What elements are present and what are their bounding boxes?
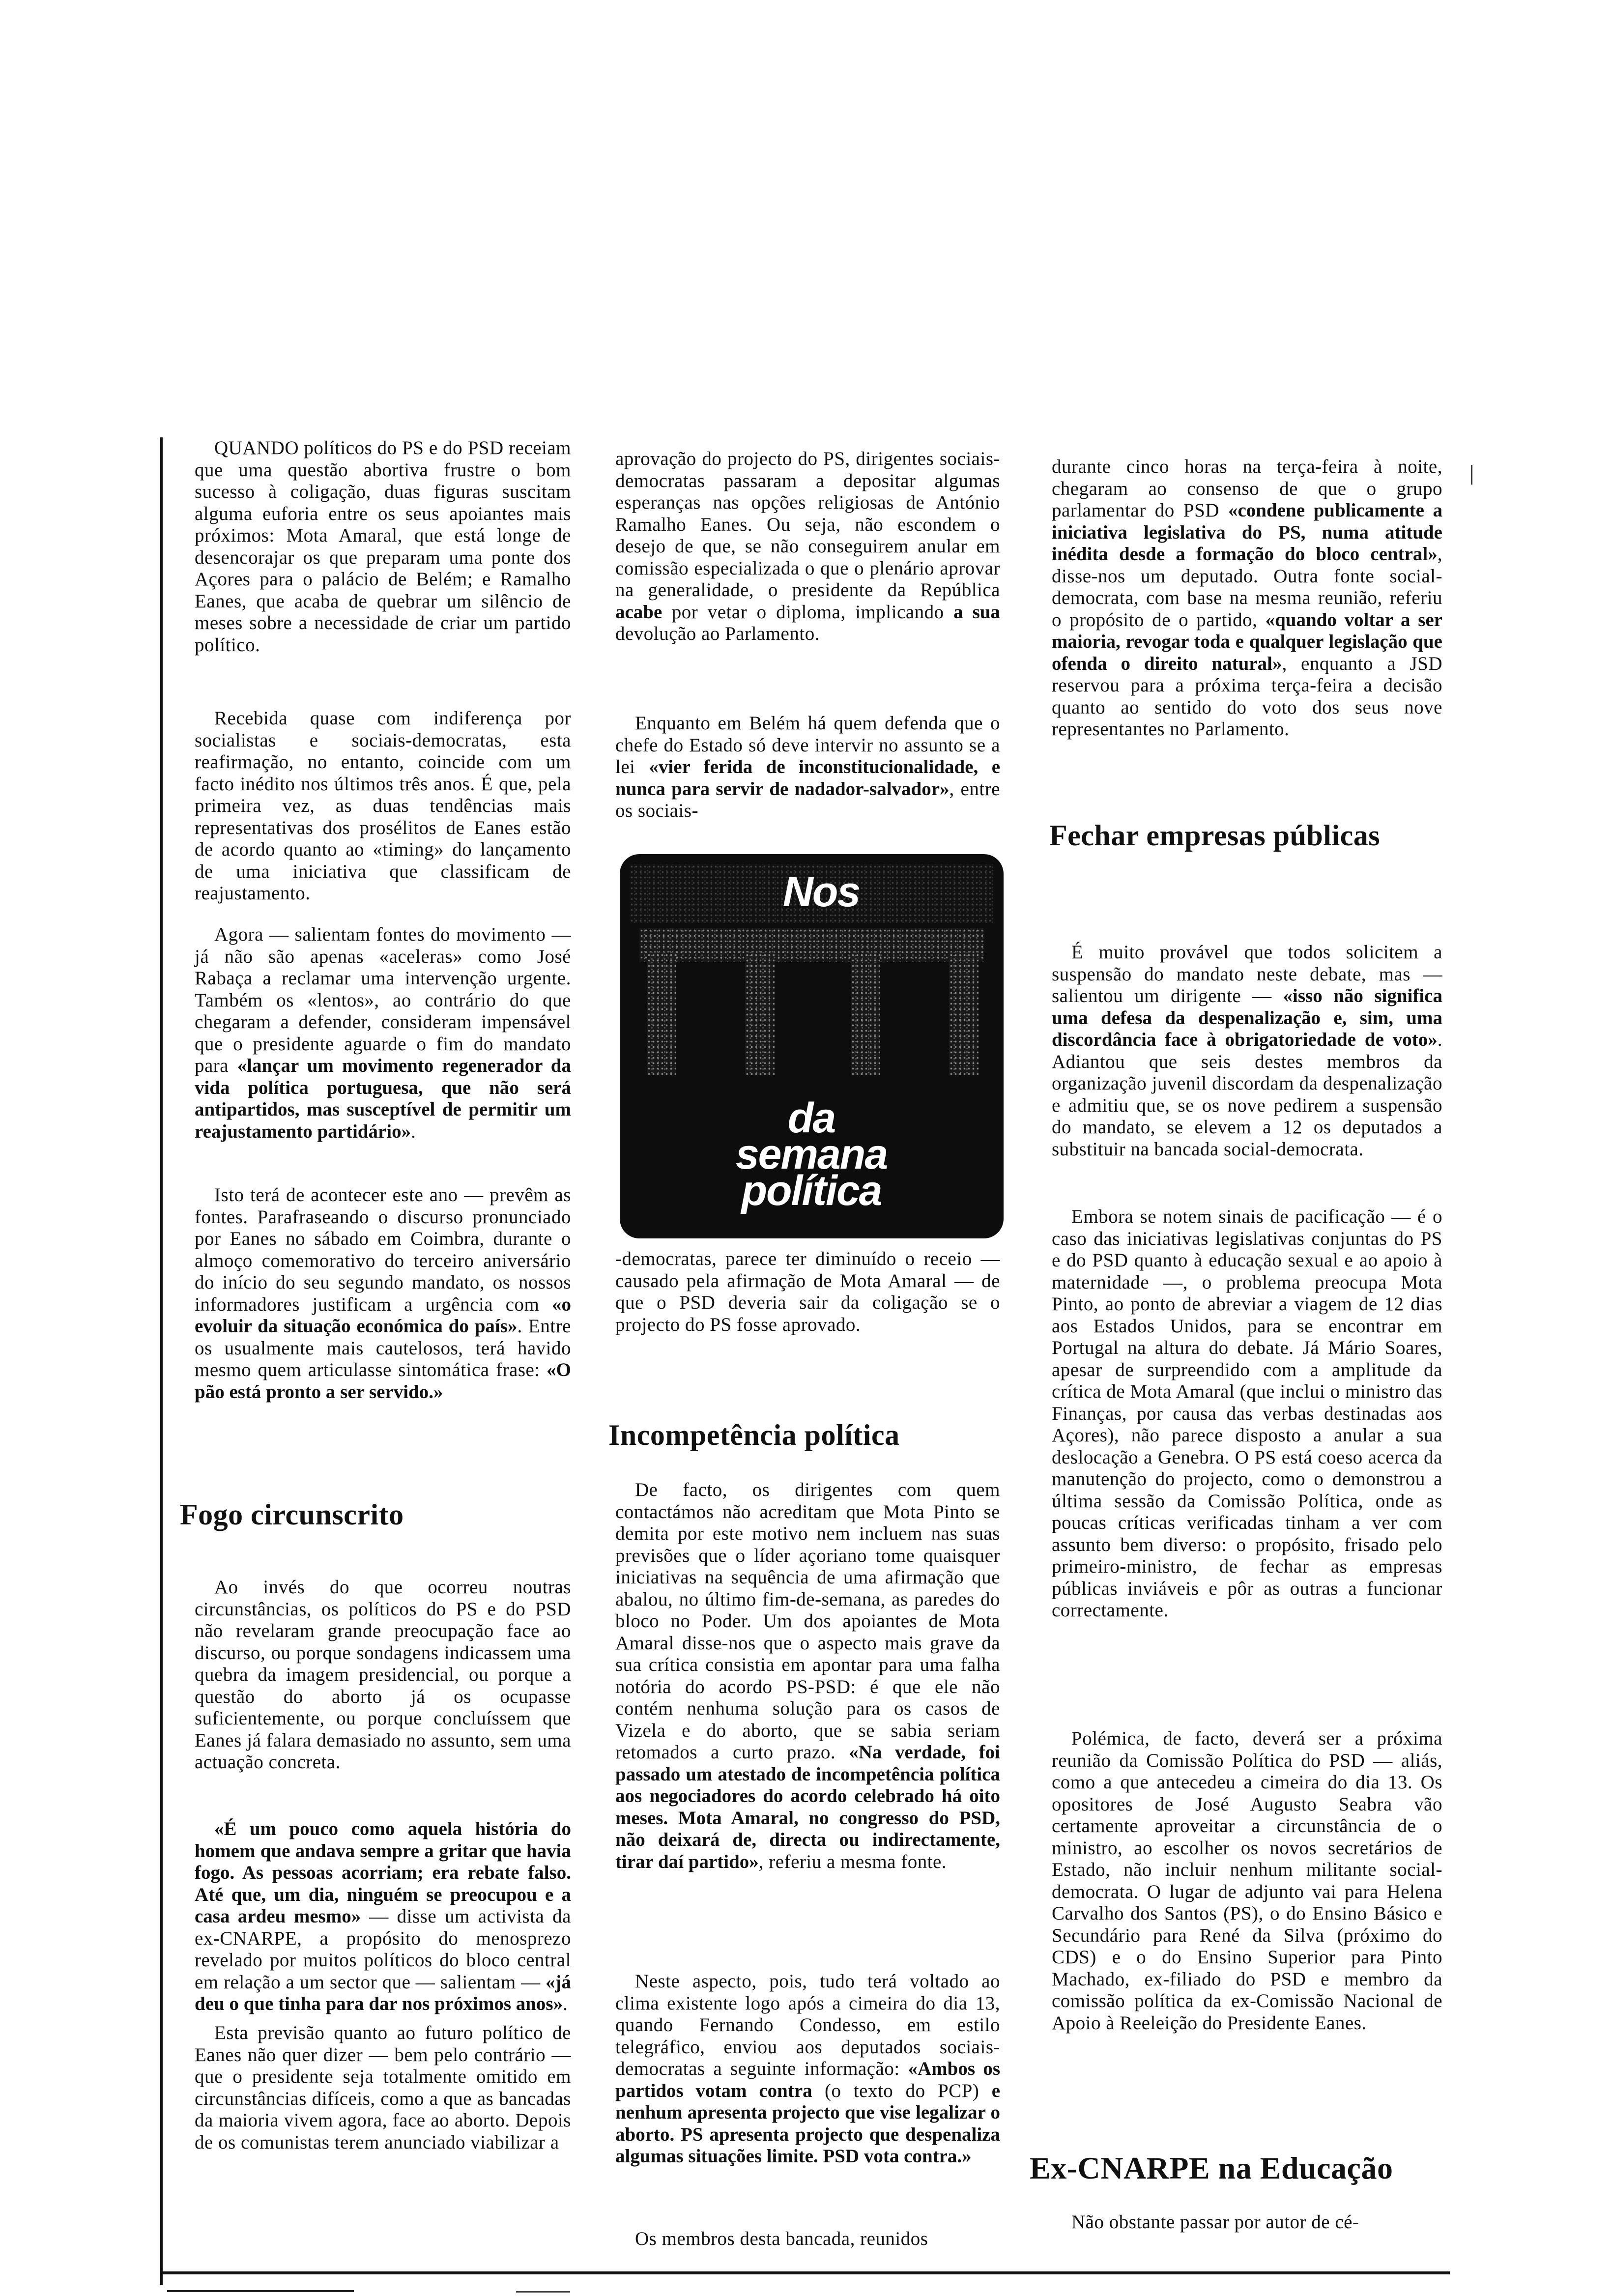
text-run: . Entre os usualmente mais cautelosos, terá havido mesmo quem articulasse sintomática frase: <box>195 1316 571 1380</box>
page-bottom-rule-fragment <box>516 2291 570 2293</box>
text-run: Agora — salientam fontes do movimento — já não são apenas «aceleras» como José Rabaça a reclamar uma intervenção urgente. Também os «lentos», ao contrário do que chegaram a defender, consideram impensável que o presidente aguarde o fim do mandato para <box>195 924 571 1076</box>
graphic-pillar <box>745 952 775 1075</box>
text-run: É muito provável que todos solicitem a suspensão do mandato neste debate, mas — salientou um dirigente — <box>1052 942 1442 1006</box>
section-heading-fogo-circunscrito: Fogo circunscrito <box>180 1498 404 1531</box>
text-run: . <box>563 1993 568 2014</box>
emphasized-quote: «Ambos os partidos votam contra <box>615 2058 1001 2101</box>
text-run: , entre os sociais- <box>615 778 1000 821</box>
emphasized-quote: «quando voltar a ser maioria, revogar toda e qualquer legislação que ofenda o direito natural» <box>1052 609 1442 674</box>
text-run: aprovação do projecto do PS, dirigentes sociais-democratas passaram a depositar algumas esperanças nas opções religiosas de António Ramalho Eanes. Ou seja, não escondem o desejo de que, se não conseguirem anular em comissão especializada o que o plenário aprovar na generalidade, o presidente da República <box>615 448 1000 601</box>
paragraph <box>1052 942 1442 1160</box>
text-run: Recebida quase com indiferença por socialistas e sociais-democratas, esta reafirmação, no entanto, coincide com um facto inédito nos últimos três anos. É que, pela primeira vez, as duas tendências mais representativas dos prosélitos de Eanes estão de acordo quanto ao «timing» do lançamento de uma iniciativa que classificam de reajustamento. <box>195 708 571 904</box>
emphasized-quote: «lançar um movimento regenerador da vida política portuguesa, que não será antipartidos, mas susceptível de permitir um reajustamento partidário» <box>195 1055 572 1142</box>
text-run: (o texto do PCP) <box>812 2080 992 2101</box>
emphasized-quote: «isso não significa uma defesa da despenalização e, sim, uma discordância face à obrigatoriedade de voto» <box>1052 985 1442 1050</box>
emphasized-quote: «o evoluir da situação económica do país» <box>195 1293 571 1337</box>
graphic-arch-lintel <box>639 928 983 962</box>
graphic-pillar <box>851 952 880 1075</box>
paragraph <box>1052 456 1442 741</box>
text-run: — disse um activista da ex-CNARPE, a propósito do menosprezo revelado por muitos políticos do bloco central em relação a um sector que — salientam — <box>195 1906 571 1993</box>
text-run: QUANDO políticos do PS e do PSD receiam que uma questão abortiva frustre o bom sucesso à coligação, duas figuras suscitam alguma euforia entre os seus apoiantes mais próximos: Mota Amaral, que está longe de desencorajar os que preparam uma ponte dos Açores para o palácio de Belém; e Ramalho Eanes, que acaba de quebrar um silêncio de meses sobre a necessidade de criar um partido político. <box>195 437 571 656</box>
paragraph <box>1052 1206 1442 1622</box>
section-heading-ex-cnarpe: Ex-CNARPE na Educação <box>1030 2151 1393 2185</box>
paragraph <box>1052 1728 1442 2034</box>
graphic-title-semana: semana <box>735 1131 888 1178</box>
column-2 <box>608 0 1001 2296</box>
paragraph <box>615 713 1000 822</box>
graphic-title-politica: política <box>741 1167 882 1214</box>
text-run: De facto, os dirigentes com quem contactámos não acreditam que Mota Pinto se demita por este motivo nem incluem nas suas previsões que o líder açoriano tome quaisquer iniciativas na sequência de uma afirmação que abalou, no último fim-de-semana, as paredes do bloco no Poder. Um dos apoiantes de Mota Amaral disse-nos que o aspecto mais grave da sua crítica consistia em apontar para uma falha notória do acordo PS-PSD: é que ele não contém nenhuma solução para os casos de Vizela e do aborto, que se sabia seriam retomados a curto prazo. <box>615 1479 1000 1763</box>
text-run: Enquanto em Belém há quem defenda que o chefe do Estado só deve intervir no assunto se a lei <box>615 713 1000 777</box>
emphasized-quote: e nenhum apresenta projecto que vise legalizar o aborto. PS apresenta projecto que despenaliza algumas situações limite. PSD vota contra.» <box>615 2080 1000 2167</box>
paragraph <box>195 437 571 656</box>
text-run: Neste aspecto, pois, tudo terá voltado ao clima existente logo após a cimeira do dia 13, quando Fernando Condesso, em estilo telegráfico, enviou aos deputados sociais-democratas a seguinte informação: <box>615 1971 1000 2079</box>
emphasized-quote: «É um pouco como aquela história do homem que andava sempre a gritar que havia fogo. As pessoas acorriam; era rebate falso. Até que, um dia, ninguém se preocupou e a casa ardeu mesmo» <box>195 1818 571 1927</box>
column-rule-right <box>1471 465 1472 485</box>
text-run: -democratas, parece ter diminuído o receio — causado pela afirmação de Mota Amaral — de que o PSD deveria sair da coligação se o projecto do PS fosse aprovado. <box>615 1248 1000 1335</box>
paragraph <box>195 1818 571 2015</box>
text-run: , referiu a mesma fonte. <box>758 1851 947 1872</box>
graphic-title-bottom <box>693 1094 929 1214</box>
column-3 <box>1030 0 1442 2296</box>
paragraph <box>615 1971 1000 2168</box>
emphasized-quote: «vier ferida de inconstitucionalidade, e nunca para servir de nadador-salvador» <box>615 756 1001 800</box>
text-run: Isto terá de acontecer este ano — prevêm as fontes. Parafraseando o discurso pronunciado por Eanes no sábado em Coimbra, durante o almoço comemorativo do terceiro aniversário do início do seu segundo mandato, os nossos informadores justificam a urgência com <box>195 1184 571 1315</box>
page-bottom-rule <box>162 2271 1450 2274</box>
emphasized-quote: a sua <box>953 601 1000 623</box>
emphasized-quote: «já deu o que tinha para dar nos próximos anos» <box>195 1971 571 2014</box>
graphic-title-top: Nos <box>782 868 860 916</box>
paragraph <box>1052 2211 1442 2234</box>
emphasized-quote: «Na verdade, foi passado um atestado de incompetência política aos negociadores do acordo celebrado há oito meses. Mota Amaral, no congresso do PSD, não deixará de, directa ou indirectamente, tirar daí partido» <box>615 1742 1000 1872</box>
paragraph <box>615 1248 1000 1336</box>
paragraph <box>615 1479 1000 1873</box>
text-run: Embora se notem sinais de pacificação — é o caso das iniciativas legislativas conjuntas do PS e do PSD quanto à educação sexual e ao apoio à maternidade —, o problema preocupa Mota Pinto, ao ponto de abreviar a viagem de 12 dias aos Estados Unidos, para se encontrar em Portugal na altura do debate. Já Mário Soares, apesar de surpreendido com a amplitude da crítica de Mota Amaral (que inclui o ministro das Finanças, por causa das verbas destinadas aos Açores), não parece disposto a anular a sua deslocação a Genebra. O PS está coeso acerca da manutenção do projecto, como o demonstrou a última sessão da Comissão Política, onde as poucas críticas verificadas tinham a ver com assunto bem diverso: o propósito, frisado pelo primeiro-ministro, de fechar as empresas públicas inviáveis e pôr as outras a funcionar correctamente. <box>1052 1206 1442 1621</box>
paragraph <box>195 2022 571 2153</box>
text-run: . Adiantou que seis destes membros da organização juvenil discordam da despenalização e admitiu que, se os nove pedirem a suspensão do mandato, se elevem a 12 os deputados a substituir na bancada social-democrata. <box>1052 1029 1442 1160</box>
section-heading-fechar-empresas-publicas: Fechar empresas públicas <box>1049 819 1381 852</box>
paragraph <box>195 708 571 905</box>
nos-bastidores-graphic <box>620 854 1004 1238</box>
paragraph <box>195 1184 571 1403</box>
paragraph <box>615 448 1000 645</box>
text-run: Polémica, de facto, deverá ser a próxima reunião da Comissão Política do PSD — aliás, como a que antecedeu a cimeira do dia 13. Os opositores de José Augusto Seabra vão certamente aproveitar a circunstância de o ministro, ao escolher os novos secretários de Estado, não incluir nenhum militante social-democrata. O lugar de adjunto vai para Helena Carvalho dos Santos (PS), o do Ensino Básico e Secundário para René da Silva (próximo do CDS) e o do Ensino Superior para Pinto Machado, ex-filiado do PSD e membro da comissão política da ex-Comissão Nacional de Apoio à Reeleição do Presidente Eanes. <box>1052 1728 1442 2034</box>
text-run: . <box>411 1120 416 1142</box>
emphasized-quote: «O pão está pronto a ser servido.» <box>195 1359 571 1403</box>
text-run: Os membros desta bancada, reunidos <box>635 2228 928 2249</box>
text-run: por vetar o diploma, implicando <box>662 601 954 623</box>
graphic-title-da: da <box>787 1094 835 1142</box>
text-run: Ao invés do que ocorreu noutras circunstâncias, os políticos do PS e do PSD não revelaram grande preocupação face ao discurso, ou porque sondagens indicassem uma quebra da imagem presidencial, ou porque a questão do aborto já os ocupasse suficientemente, ou porque concluíssem que Eanes já falara demasiado no assunto, sem uma actuação concreta. <box>195 1577 571 1773</box>
column-1 <box>180 0 572 2296</box>
text-run: Esta previsão quanto ao futuro político de Eanes não quer dizer — bem pelo contrário — que o presidente seja totalmente omitido em circunstâncias difíceis, como a que as bancadas da maioria vivem agora, face ao aborto. Depois de os comunistas terem anunciado viabilizar a <box>195 2022 571 2153</box>
paragraph <box>615 2228 1000 2250</box>
text-run: Não obstante passar por autor de cé- <box>1071 2211 1359 2233</box>
emphasized-quote: acabe <box>615 601 662 623</box>
page-bottom-rule-fragment <box>167 2290 354 2292</box>
text-run: durante cinco horas na terça-feira à noite, chegaram ao consenso de que o grupo parlamentar do PSD <box>1052 456 1442 521</box>
emphasized-quote: «condene publicamente a iniciativa legislativa do PS, numa atitude inédita desde a formação do bloco central» <box>1052 500 1442 565</box>
column-rule-left <box>160 437 163 2285</box>
text-run: , disse-nos um deputado. Outra fonte social-democrata, com base na mesma reunião, referiu o propósito de o partido, <box>1052 544 1442 631</box>
paragraph <box>195 924 571 1143</box>
graphic-pillar <box>647 952 676 1075</box>
text-run: devolução ao Parlamento. <box>615 623 820 644</box>
text-run: , enquanto a JSD reservou para a próxima terça-feira a decisão quanto ao sentido do voto dos seus nove representantes no Parlamento. <box>1052 653 1442 740</box>
graphic-pillar <box>949 952 979 1075</box>
paragraph <box>195 1577 571 1774</box>
section-heading-incompetencia-politica: Incompetência política <box>608 1419 900 1451</box>
